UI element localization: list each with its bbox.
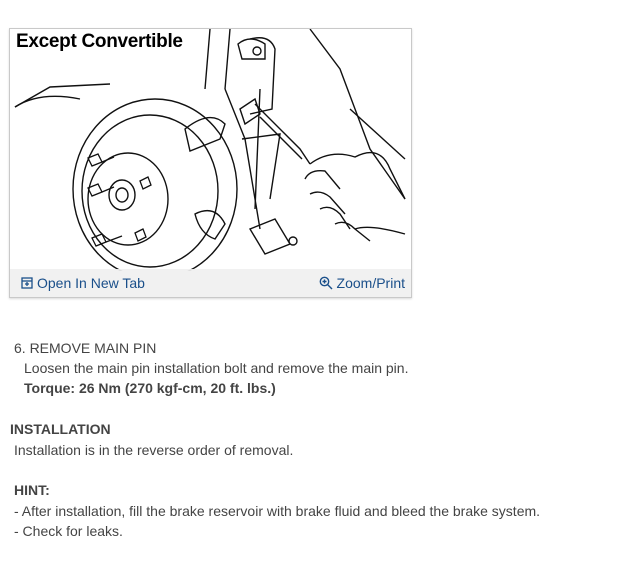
hint-item: - After installation, fill the brake reservoir with brake fluid and bleed the brake system. <box>14 503 541 519</box>
open-in-new-tab-link[interactable] <box>21 275 145 291</box>
zoom-print-label: Zoom/Print <box>336 275 405 291</box>
illustration-figure <box>9 28 412 298</box>
installation-text: Installation is in the reverse order of removal. <box>14 442 294 458</box>
hint-heading: HINT: <box>14 482 50 498</box>
torque-spec: Torque: 26 Nm (270 kgf-cm, 20 ft. lbs.) <box>24 380 276 396</box>
open-in-new-tab-label: Open In New Tab <box>37 275 145 291</box>
zoom-print-link[interactable] <box>319 275 405 291</box>
open-tab-icon <box>21 277 33 289</box>
brake-disc-illustration <box>10 29 411 271</box>
hint-item: - Check for leaks. <box>14 523 123 539</box>
step-instruction: Loosen the main pin installation bolt and remove the main pin. <box>24 360 409 376</box>
figure-toolbar <box>10 269 411 297</box>
magnifier-icon <box>319 276 333 290</box>
step-heading: 6. REMOVE MAIN PIN <box>14 340 157 356</box>
figure-title: Except Convertible <box>16 31 183 52</box>
installation-heading: INSTALLATION <box>10 421 111 437</box>
